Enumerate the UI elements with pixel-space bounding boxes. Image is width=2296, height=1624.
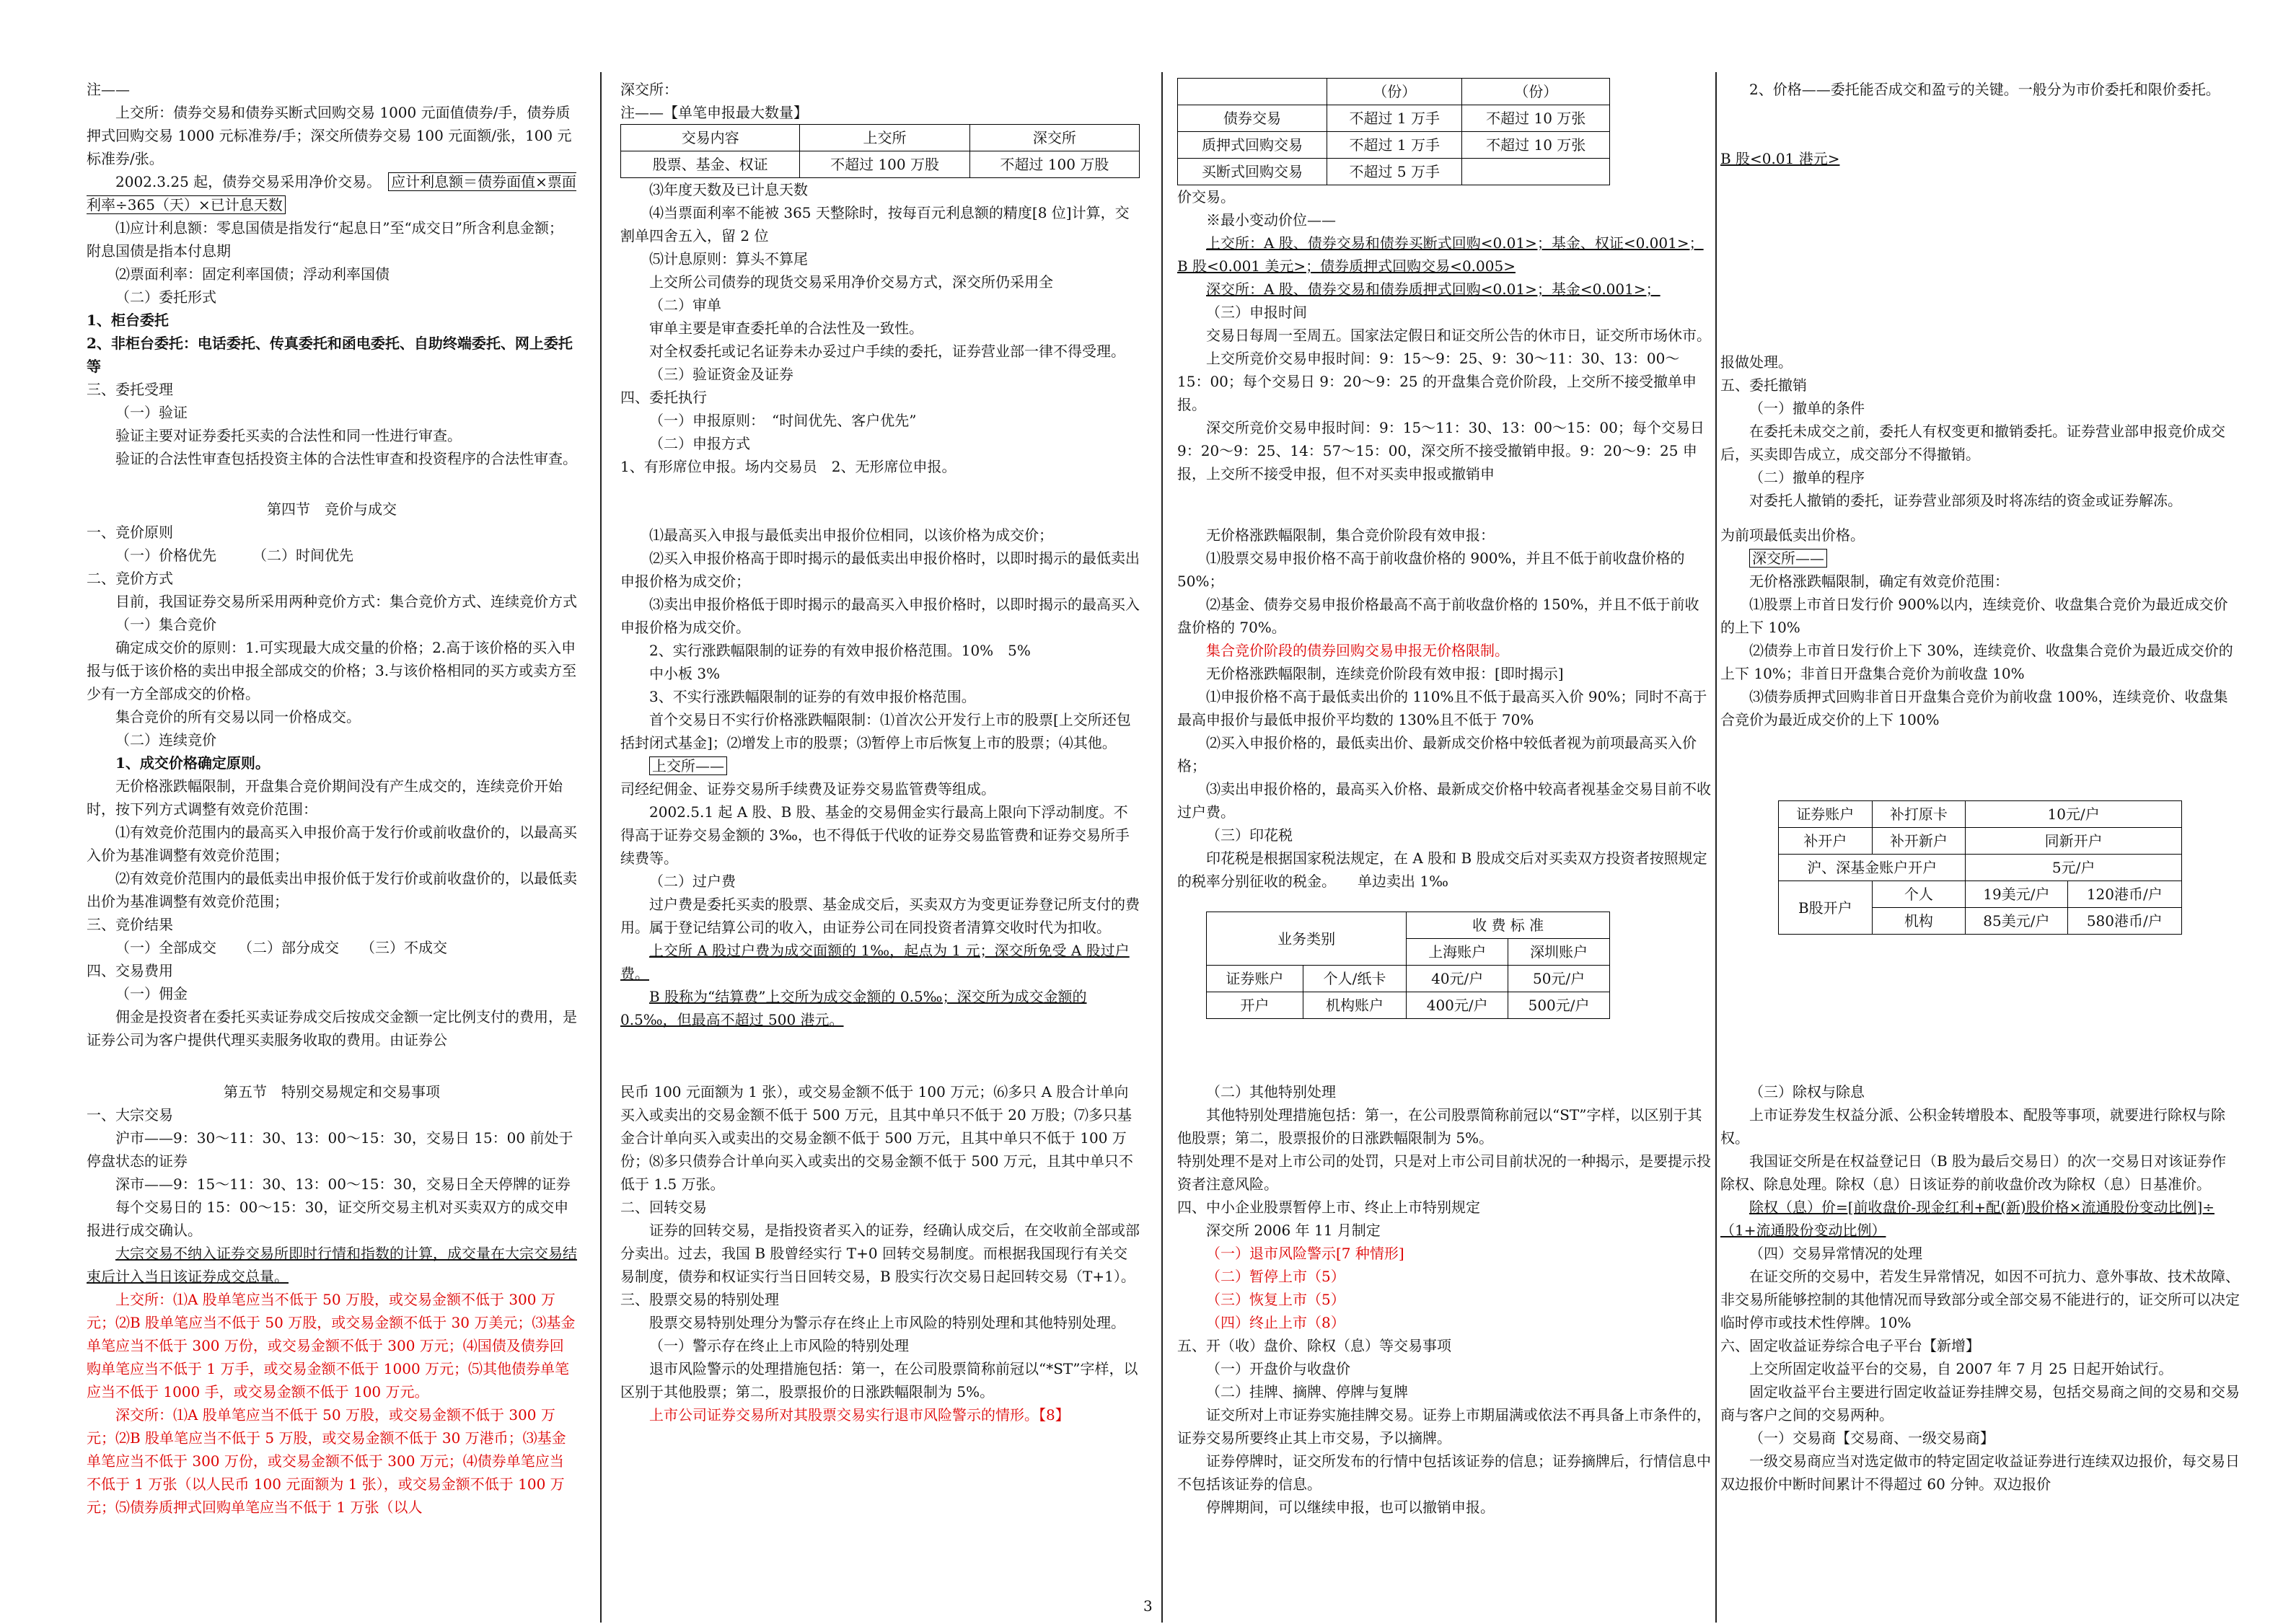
paragraph: ⑴应计利息额：零息国债是指发行“起息日”至“成交日”所含利息金额；附息国债是指本付息期 — [87, 219, 563, 260]
paragraph: 在委托未成交之前，委托人有权变更和撤销委托。证券营业部申报竞价成交后，买卖即告成立，成交部分不得撤销。 — [1720, 423, 2225, 463]
table-header: 收 费 标 准 — [1407, 912, 1610, 939]
table-cell: 85美元/户 — [1966, 908, 2067, 935]
table-row — [1779, 881, 2182, 908]
table-cell: 19美元/户 — [1966, 881, 2067, 908]
paragraph: 上交所：A 股、债券交易和债券买断式回购<0.01>；基金、权证<0.001>；B 股<0.001 美元>；债券质押式回购交易<0.005> — [1177, 234, 1704, 275]
paragraph: 上交所：债券交易和债券买断式回购交易 1000 元面值债券/手，债券质押式回购交易 1000 元标准券/手；深交所债券交易 100 元面额/张，100 元标准券/张。 — [87, 104, 572, 167]
col3-panel-bottom — [1177, 1080, 1711, 1519]
table-cell: 不超过 100 万股 — [800, 151, 969, 178]
table-cell: 同新开户 — [1966, 828, 2182, 855]
table-cell: 补开户 — [1779, 828, 1873, 855]
table-cell — [1462, 159, 1610, 185]
table-row — [1207, 912, 1610, 939]
col3-panel-top — [1177, 78, 1711, 485]
column-3 — [1177, 78, 1711, 1607]
paragraph: 中小板 3% — [649, 665, 721, 682]
formula: 除权（息）价=[前收盘价-现金红利+配(新)股价格×流通股份变动比例]÷（1+流通股份变动比例） — [1720, 1199, 2214, 1239]
paragraph: 深交所竞价交易申报时间：9：15～11：30、13：00～15：00；每个交易日 9：20～9：25、14：57～15：00，深交所不接受撤销申报。9：20～9：25 申报，上交所不接受申报，但不对买卖申报或撤销申 — [1177, 419, 1705, 482]
paragraph: 无价格涨跌幅限制，集合竞价阶段有效申报： — [1206, 526, 1495, 544]
table-header-row — [1178, 79, 1610, 105]
paragraph: 无价格涨跌幅限制，确定有效竞价范围： — [1749, 573, 2009, 590]
paragraph: 对全权委托或记名证券未办妥过户手续的委托，证券营业部一律不得受理。 — [649, 343, 1125, 360]
subheading: （二）挂牌、摘牌、停牌与复牌 — [1206, 1383, 1408, 1400]
column-divider-3 — [1715, 72, 1717, 1623]
paragraph: ※最小变动价位—— — [1206, 211, 1336, 229]
table-row — [1207, 966, 1610, 992]
paragraph: 为前项最低卖出价格。 — [1720, 526, 1865, 544]
paragraph: 证券的回转交易，是指投资者买入的证券，经确认成交后，在交收前全部或部分卖出。过去，我国 B 股曾经实行 T+0 回转交易制度。而根据我国现行有关交易制度，债券和权证实行当日回转交易，B 股实行次交易日起回转交易（T+1）。 — [620, 1222, 1140, 1285]
heading: 三、竞价结果 — [87, 916, 173, 933]
heading: 四、交易费用 — [87, 962, 173, 979]
paragraph: ⑵买入申报价格高于即时揭示的最低卖出申报价格时，以即时揭示的最低卖出申报价格为成交价； — [620, 550, 1140, 590]
heading: 五、开（收）盘价、除权（息）等交易事项 — [1177, 1337, 1451, 1354]
paragraph: 沪市——9：30～11：30、13：00～15：30，交易日 15：00 前处于停盘状态的证券 — [87, 1129, 573, 1170]
paragraph: 2、实行涨跌幅限制的证券的有效申报价格范围。10% 5% — [649, 642, 1031, 659]
bond-max-order-table — [1177, 78, 1610, 185]
table-cell: 机构账户 — [1303, 992, 1406, 1019]
list-item: （三）恢复上市（5） — [1206, 1291, 1345, 1308]
table-cell: 债券交易 — [1178, 105, 1327, 132]
col4-panel-middle — [1720, 524, 2240, 935]
paragraph: 报做处理。 — [1720, 353, 1793, 371]
paragraph: 2、价格——委托能否成交和盈亏的关键。一般分为市价委托和限价委托。 — [1749, 81, 2220, 98]
paragraph: 无价格涨跌幅限制，开盘集合竞价期间没有产生成交的，连续竞价开始时，按下列方式调整有效竞价范围： — [87, 777, 563, 818]
table-cell: 不超过 1 万手 — [1327, 132, 1462, 159]
paragraph: 退市风险警示的处理措施包括：第一，在公司股票简称前冠以“*ST”字样，以区别于其他股票；第二，股票报价的日涨跌幅限制为 5%。 — [620, 1360, 1138, 1400]
heading: 六、固定收益证券综合电子平台【新增】 — [1720, 1337, 1980, 1354]
table-row — [1779, 855, 2182, 881]
table-row — [1779, 828, 2182, 855]
paragraph: 上交所公司债券的现货交易采用净价交易方式，深交所仍采用全 — [649, 273, 1053, 291]
table-cell: 证券账户 — [1779, 801, 1873, 828]
table-cell: 不超过 10 万张 — [1462, 105, 1610, 132]
column-divider-1 — [600, 72, 602, 1623]
subheading: （一）交易商【交易商、一级交易商】 — [1749, 1429, 1994, 1447]
b-share-fee-table — [1778, 800, 2182, 935]
section-title: 第四节 竞价与成交 — [267, 500, 397, 518]
col4-panel-top — [1720, 78, 2240, 512]
table-cell: 500元/户 — [1508, 992, 1610, 1019]
heading: 三、股票交易的特别处理 — [620, 1291, 779, 1308]
table-cell: 沪、深基金账户开户 — [1779, 855, 1966, 881]
table-cell: 个人/纸卡 — [1303, 966, 1406, 992]
paragraph — [620, 754, 1140, 777]
paragraph: 集合竞价阶段的债券回购交易申报无价格限制。 — [1206, 642, 1509, 659]
table-cell: 买断式回购交易 — [1178, 159, 1327, 185]
heading: 一、竞价原则 — [87, 524, 173, 541]
subheading: （二）委托形式 — [115, 288, 216, 306]
paragraph: 特别处理不是对上市公司的处罚，只是对上市公司目前状况的一种揭示，是要提示投资者注意风险。 — [1177, 1152, 1711, 1193]
column-1 — [87, 78, 577, 1607]
subheading: （二）连续竞价 — [115, 731, 216, 749]
table-cell: 补开新户 — [1872, 828, 1966, 855]
col4-panel-bottom — [1720, 1080, 2240, 1496]
col1-panel-bottom — [87, 1080, 577, 1519]
subheading: （一）撤单的条件 — [1749, 400, 1865, 417]
col2-panel-top — [620, 78, 1140, 478]
paragraph — [1720, 547, 2240, 570]
paragraph: 上交所 A 股过户费为成交面额的 1‰，起点为 1 元；深交所免受 A 股过户费。 — [620, 942, 1130, 982]
table-header — [1178, 79, 1327, 105]
paragraph: 过户费是委托买卖的股票、基金成交后，买卖双方为变更证券登记所支付的费用。属于登记结算公司的收入，由证券公司在同投资者清算交收时代为扣收。 — [620, 896, 1140, 936]
label-box: 上交所—— — [649, 756, 727, 775]
paragraph: 深交所：⑴A 股单笔应当不低于 50 万股，或交易金额不低于 300 万元；⑵B 股单笔应当不低于 5 万股，或交易金额不低于 30 万港币；⑶基金单笔应当不低于 300 万份，或交易金额不低于 300 万元；⑷债券单笔应当不低于 1 万张（以人民币 100 元面额为 1 张），或交易金额不低于 100 万元；⑸债券质押式回购单笔应当不低于 1 万张（以人 — [87, 1406, 566, 1516]
list-item: （四）终止上市（8） — [1206, 1314, 1345, 1331]
table-cell: 补打原卡 — [1872, 801, 1966, 828]
subheading: （一）全部成交 （二）部分成交 （三）不成交 — [115, 939, 447, 956]
table-header: 上交所 — [800, 125, 969, 151]
paragraph: 深市——9：15～11：30、13：00～15：30，交易日全天停牌的证券 — [115, 1175, 571, 1193]
paragraph: 上市证券发生权益分派、公积金转增股本、配股等事项，就要进行除权与除权。 — [1720, 1106, 2225, 1147]
subheading: （三）验证资金及证券 — [649, 366, 793, 383]
subheading: （三）除权与除息 — [1749, 1083, 1865, 1100]
paragraph: 固定收益平台主要进行固定收益证券挂牌交易，包括交易商之间的交易和交易商与客户之间的交易两种。 — [1720, 1383, 2240, 1424]
table-row — [1779, 801, 2182, 828]
paragraph: ⑶卖出申报价格低于即时揭示的最高买入申报价格时，以即时揭示的最高买入申报价格为成交价。 — [620, 596, 1140, 636]
table-row — [1178, 105, 1610, 132]
table-cell: 10元/户 — [1966, 801, 2182, 828]
paragraph: 1、有形席位申报。场内交易员 2、无形席位申报。 — [620, 458, 956, 475]
table-header: （份） — [1327, 79, 1462, 105]
paragraph: 佣金是投资者在委托买卖证券成交后按成交金额一定比例支付的费用，是证券公司为客户提供代理买卖服务收取的费用。由证券公 — [87, 1008, 577, 1049]
paragraph: 验证主要对证券委托买卖的合法性和同一性进行审查。 — [115, 427, 462, 444]
paragraph: 上交所竞价交易申报时间：9：15～9：25、9：30～11：30、13：00～15：00；每个交易日 9：20～9：25 的开盘集合竞价阶段，上交所不接受撤单申报。 — [1177, 350, 1697, 413]
paragraph: 目前，我国证券交易所采用两种竞价方式：集合竞价方式、连续竞价方式 — [115, 593, 577, 610]
table-cell: 开户 — [1207, 992, 1303, 1019]
paragraph: B 股称为“结算费”上交所为成交金额的 0.5‰；深交所为成交金额的 0.5‰，但最高不超过 500 港元。 — [620, 988, 1087, 1028]
table-cell: 580港币/户 — [2067, 908, 2181, 935]
list-item: （二）暂停上市（5） — [1206, 1268, 1345, 1285]
paragraph: 3、不实行涨跌幅限制的证券的有效申报价格范围。 — [649, 688, 976, 705]
heading: 四、中小企业股票暂停上市、终止上市特别规定 — [1177, 1199, 1480, 1216]
page-number: 3 — [1143, 1597, 1153, 1615]
table-header: 业务类别 — [1207, 912, 1407, 966]
paragraph: ⑵有效竞价范围内的最低卖出申报价低于发行价或前收盘价的，以最低卖出价为基准调整有效竞价范围； — [87, 870, 577, 910]
table-row — [621, 151, 1140, 178]
paragraph: ⑵债券上市首日发行价上下 30%，连续竞价、收盘集合竞价为最近成交价的上下 10%；非首日开盘集合竞价为前收盘 10% — [1720, 642, 2233, 682]
paragraph: 审单主要是审查委托单的合法性及一致性。 — [649, 319, 923, 337]
table-header: 深圳账户 — [1508, 939, 1610, 966]
subheading: （四）交易异常情况的处理 — [1749, 1245, 1922, 1262]
list-item: （一）退市风险警示[7 种情形] — [1206, 1245, 1404, 1262]
section-title: 第五节 特别交易规定和交易事项 — [224, 1083, 440, 1100]
subheading: （一）警示存在终止上市风险的特别处理 — [649, 1337, 909, 1354]
subheading: 1、成交价格确定原则。 — [115, 754, 270, 772]
paragraph: 大宗交易不纳入证券交易所即时行情和指数的计算，成交量在大宗交易结束后计入当日该证券成交总量。 — [87, 1245, 577, 1285]
paragraph: ⑴申报价格不高于最低卖出价的 110%且不低于最高买入价 90%；同时不高于最高申报价与最低申报价平均数的 130%且不低于 70% — [1177, 688, 1707, 728]
subheading: （一）开盘价与收盘价 — [1206, 1360, 1350, 1377]
paragraph: 停牌期间，可以继续申报，也可以撤销申报。 — [1206, 1499, 1495, 1516]
col1-panel-top — [87, 78, 577, 470]
column-divider-2 — [1161, 72, 1163, 1623]
paragraph: 2002.3.25 起，债券交易采用净价交易。 应计利息额＝债券面值×票面利率÷365（天）×已计息天数 — [87, 173, 576, 213]
table-cell: 120港币/户 — [2067, 881, 2181, 908]
heading: 二、竞价方式 — [87, 570, 173, 587]
paragraph: 验证的合法性审查包括投资主体的合法性审查和投资程序的合法性审查。 — [115, 450, 577, 467]
paragraph: 无价格涨跌幅限制，连续竞价阶段有效申报：[即时揭示] — [1206, 665, 1564, 682]
paragraph: 每个交易日的 15：00～15：30，证交所交易主机对买卖双方的成交申报进行成交确认。 — [87, 1199, 569, 1239]
paragraph: 证券停牌时，证交所发布的行情中包括该证券的信息；证券摘牌后，行情信息中不包括该证券的信息。 — [1177, 1452, 1711, 1493]
table-cell: 个人 — [1872, 881, 1966, 908]
paragraph: ⑶卖出申报价格的，最高买入价格、最新成交价格中较高者视基金交易目前不收过户费。 — [1177, 780, 1711, 821]
column-4 — [1720, 78, 2240, 1607]
subheading: （二）撤单的程序 — [1749, 469, 1865, 486]
paragraph: ⑵买入申报价格的，最低卖出价、最新成交价格中较低者视为前项最高买入价格； — [1177, 734, 1697, 775]
subheading: （一）价格优先 （二）时间优先 — [115, 547, 353, 564]
table-cell: 质押式回购交易 — [1178, 132, 1327, 159]
subheading: （一）验证 — [115, 404, 188, 421]
paragraph: ⑶债券质押式回购非首日开盘集合竞价为前收盘 100%，连续竞价、收盘集合竞价为最近成交价的上下 100% — [1720, 688, 2228, 728]
paragraph: 上交所：⑴A 股单笔应当不低于 50 万股，或交易金额不低于 300 万元；⑵B 股单笔应当不低于 50 万股，或交易金额不低于 30 万美元；⑶基金单笔应当不低于 300 万份，或交易金额不低于 300 万元；⑷国债及债券回购单笔应当不低于 1 万手，或交易金额不低于 1000 万元；⑸其他债券单笔应当不低于 1000 手，或交易金额不低于 100 万元。 — [87, 1291, 576, 1400]
paragraph: B 股<0.01 港元> — [1720, 150, 1840, 167]
paragraph: 证交所对上市证券实施挂牌交易。证券上市期届满或依法不再具备上市条件的，证券交易所要终止其上市交易，予以摘牌。 — [1177, 1406, 1711, 1447]
paragraph: ⑴最高买入申报与最低卖出申报价位相同，以该价格为成交价； — [649, 526, 1053, 544]
table-cell: 40元/户 — [1407, 966, 1508, 992]
paragraph: 我国证交所是在权益登记日（B 股为最后交易日）的次一交易日对该证券作除权、除息处理。除权（息）日该证券的前收盘价改为除权（息）日基准价。 — [1720, 1152, 2227, 1193]
heading: 四、委托执行 — [620, 389, 707, 406]
table-cell: B股开户 — [1779, 881, 1873, 935]
heading: 三、委托受理 — [87, 381, 173, 398]
table-header-row — [621, 125, 1140, 151]
subheading: （一）集合竞价 — [115, 616, 216, 633]
paragraph: 首个交易日不实行价格涨跌幅限制：⑴首次公开发行上市的股票[上交所还包括封闭式基金]；⑵增发上市的股票；⑶暂停上市后恢复上市的股票；⑷其他。 — [620, 711, 1131, 751]
account-fee-table — [1206, 912, 1610, 1019]
max-order-table — [620, 124, 1140, 178]
table-header: 交易内容 — [621, 125, 800, 151]
paragraph: ⑴股票上市首日发行价 900%以内，连续竞价、收盘集合竞价为最近成交价的上下 10% — [1720, 596, 2228, 636]
paragraph: 深交所：A 股、债券交易和债券质押式回购<0.01>；基金<0.001>； — [1206, 281, 1661, 298]
paragraph: 对委托人撤销的委托，证券营业部须及时将冻结的资金或证券解冻。 — [1749, 492, 2182, 509]
table-header: （份） — [1462, 79, 1610, 105]
table-row — [1178, 132, 1610, 159]
paragraph: 价交易。 — [1177, 188, 1235, 206]
subheading: 2、非柜台委托：电话委托、传真委托和函电委托、自助终端委托、网上委托等 — [87, 335, 573, 375]
paragraph: 上交所固定收益平台的交易，自 2007 年 7 月 25 日起开始试行。 — [1749, 1360, 2173, 1377]
table-cell: 5元/户 — [1966, 855, 2182, 881]
note-heading: 注—— — [87, 81, 130, 98]
paragraph: ⑸计息原则：算头不算尾 — [649, 250, 808, 268]
subheading: （二）其他特别处理 — [1206, 1083, 1336, 1100]
paragraph: 在证交所的交易中，若发生异常情况，如因不可抗力、意外事故、技术故障、非交易所能够控制的其他情况而导致部分或全部交易不能进行的，证交所可以决定临时停市或技术性停牌。10% — [1720, 1268, 2240, 1331]
paragraph: 民币 100 元面额为 1 张），或交易金额不低于 100 万元；⑹多只 A 股合计单向买入或卖出的交易金额不低于 500 万元，且其中单只不低于 20 万股；⑺多只基金合计单向买入或卖出的交易金额不低于 500 万元，且其中单只不低于 100 万份；⑻多只债券合计单向买入或卖出的交易金额不低于 500 万元，且其中单只不低于 1.5 万张。 — [620, 1083, 1133, 1193]
table-row — [1207, 992, 1610, 1019]
table-cell: 400元/户 — [1407, 992, 1508, 1019]
paragraph: 司经纪佣金、证券交易所手续费及证券交易监管费等组成。 — [620, 780, 995, 798]
subheading: （二）申报方式 — [649, 435, 750, 452]
paragraph: ⑴股票交易申报价格不高于前收盘价格的 900%，并且不低于前收盘价格的 50%； — [1177, 550, 1685, 590]
heading: 二、回转交易 — [620, 1199, 707, 1216]
paragraph: 确定成交价的原则：1.可实现最大成交量的价格；2.高于该价格的买入申报与低于该价格的卖出申报全部成交的价格；3.与该价格相同的买方或卖方至少有一方全部成交的价格。 — [87, 639, 577, 702]
paragraph: ⑵票面利率：固定利率国债；浮动利率国债 — [115, 265, 390, 283]
subheading: （一）佣金 — [115, 985, 188, 1002]
formula-box: 应计利息额＝债券面值×票面利率÷365（天）×已计息天数 — [87, 173, 576, 213]
paragraph: 2002.5.1 起 A 股、B 股、基金的交易佣金实行最高上限向下浮动制度。不得高于证券交易金额的 3‰，也不得低于代收的证券交易监管费和证券交易所手续费等。 — [620, 803, 1130, 867]
paragraph: 印花税是根据国家税法规定，在 A 股和 B 股成交后对买卖双方投资者按照规定的税率分别征收的税金。 单边卖出 1‰ — [1177, 849, 1707, 890]
table-cell: 不超过 5 万手 — [1327, 159, 1462, 185]
paragraph: 深交所： — [620, 81, 678, 98]
paragraph: ⑶年度天数及已计息天数 — [649, 181, 808, 198]
paragraph: 一级交易商应当对选定做市的特定固定收益证券进行连续双边报价，每交易日双边报价中断时间累计不得超过 60 分钟。双边报价 — [1720, 1452, 2240, 1493]
paragraph: 上市公司证券交易所对其股票交易实行退市风险警示的情形。【8】 — [649, 1406, 1070, 1424]
table-header: 深交所 — [969, 125, 1139, 151]
paragraph: 深交所 2006 年 11 月制定 — [1206, 1222, 1381, 1239]
paragraph: ⑴有效竞价范围内的最高买入申报价高于发行价或前收盘价的，以最高买入价为基准调整有效竞价范围； — [87, 824, 577, 864]
note-heading: 注——【单笔申报最大数量】 — [620, 104, 808, 121]
table-cell: 证券账户 — [1207, 966, 1303, 992]
subheading: （一）申报原则： “时间优先、客户优先” — [649, 412, 917, 429]
subheading: （三）印花税 — [1206, 826, 1293, 844]
heading: 一、大宗交易 — [87, 1106, 173, 1124]
table-row — [1178, 159, 1610, 185]
table-cell: 不超过 1 万手 — [1327, 105, 1462, 132]
column-2 — [620, 78, 1140, 1607]
paragraph: ⑵基金、债券交易申报价格最高不高于前收盘价格的 150%，并且不低于前收盘价格的 70%。 — [1177, 596, 1699, 636]
table-cell: 50元/户 — [1508, 966, 1610, 992]
table-cell: 不超过 100 万股 — [969, 151, 1139, 178]
col2-panel-bottom — [620, 1080, 1140, 1426]
paragraph: ⑷当票面利率不能被 365 天整除时，按每百元利息额的精度[8 位]计算，交割单四舍五入，留 2 位 — [620, 204, 1130, 244]
table-header: 上海账户 — [1407, 939, 1508, 966]
col2-panel-middle — [620, 524, 1140, 1031]
subheading: 1、柜台委托 — [87, 312, 169, 329]
col3-panel-middle — [1177, 524, 1711, 1019]
table-cell: 机构 — [1872, 908, 1966, 935]
table-cell: 股票、基金、权证 — [621, 151, 800, 178]
heading: 五、委托撤销 — [1720, 376, 1807, 394]
paragraph: 股票交易特别处理分为警示存在终止上市风险的特别处理和其他特别处理。 — [649, 1314, 1125, 1331]
paragraph: 集合竞价的所有交易以同一价格成交。 — [115, 708, 361, 725]
subheading: （三）申报时间 — [1206, 304, 1307, 321]
paragraph: 交易日每周一至周五。国家法定假日和证交所公告的休市日，证交所市场休市。 — [1206, 327, 1711, 344]
paragraph: 其他特别处理措施包括：第一，在公司股票简称前冠以“ST”字样，以区别于其他股票；第二，股票报价的日涨跌幅限制为 5%。 — [1177, 1106, 1702, 1147]
table-cell: 不超过 10 万张 — [1462, 132, 1610, 159]
subheading: （二）审单 — [649, 296, 721, 314]
subheading: （二）过户费 — [649, 873, 736, 890]
label-box: 深交所—— — [1749, 549, 1827, 568]
col1-panel-middle — [87, 498, 577, 1051]
